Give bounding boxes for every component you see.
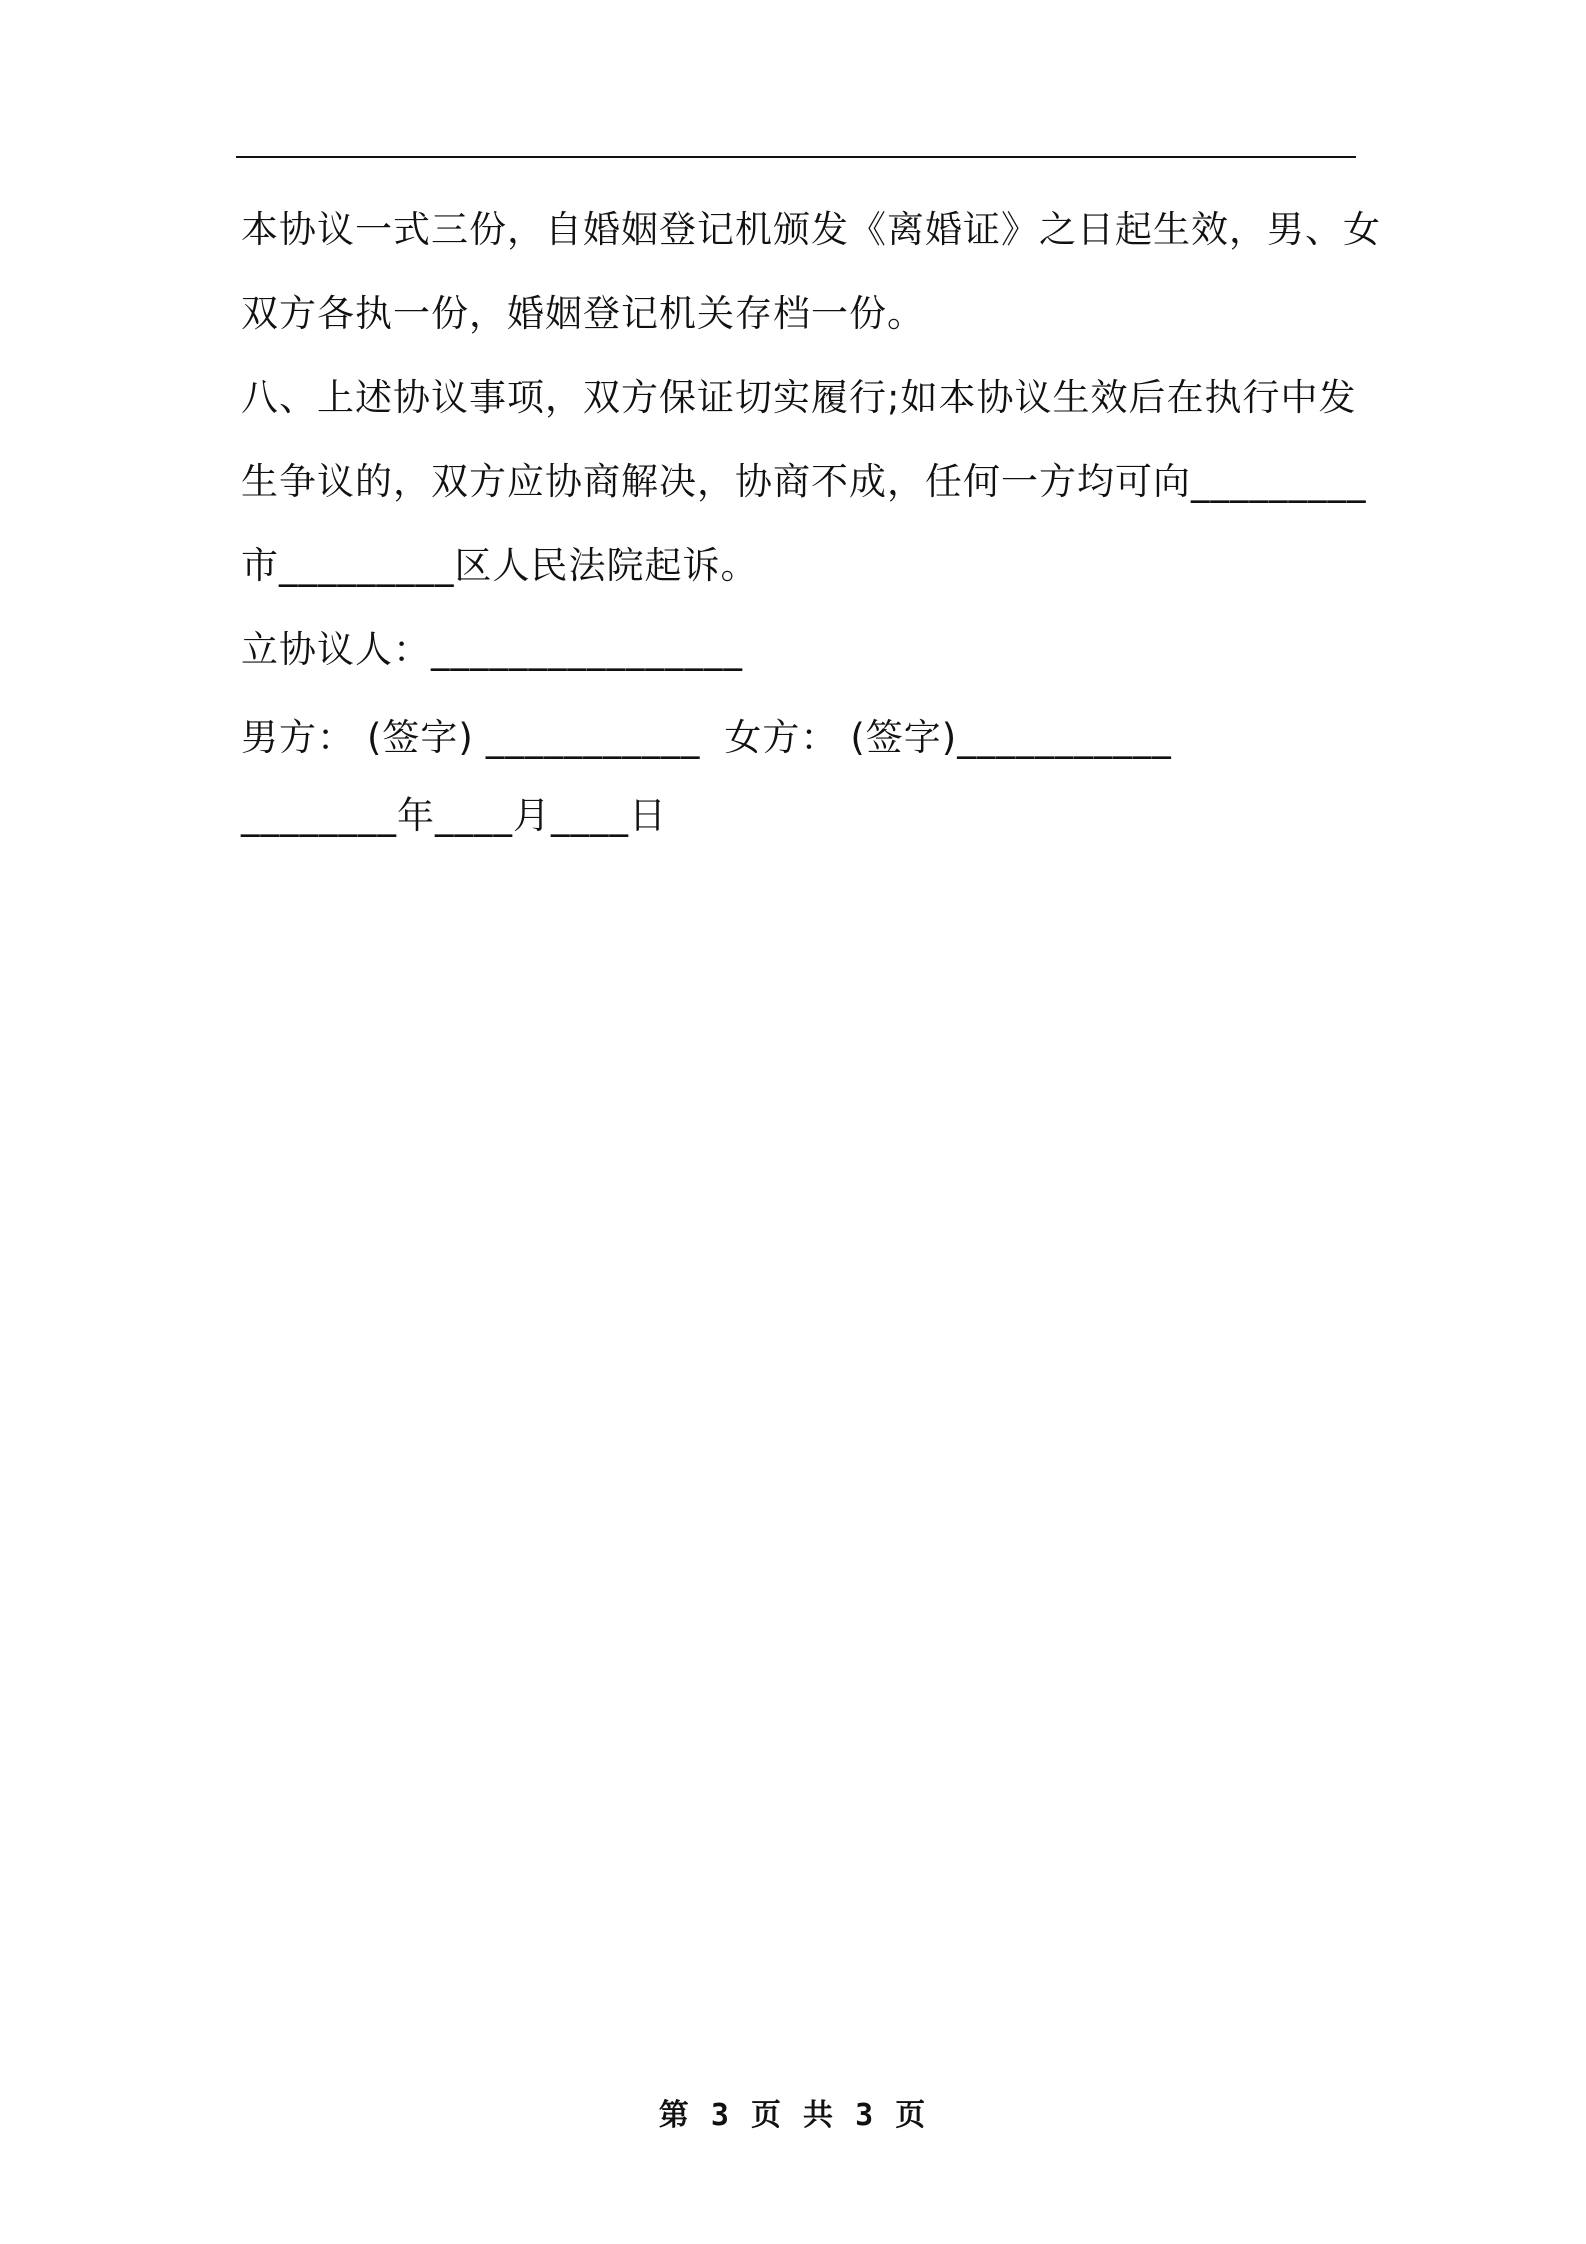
paragraph-line: 八、上述协议事项，双方保证切实履行;如本协议生效后在执行中发 (241, 376, 1357, 419)
signature-line (241, 696, 1172, 780)
male-signature-blank: ___________ (485, 716, 701, 759)
month-label: 月 (513, 794, 551, 837)
paragraph-line: 市_________区人民法院起诉。 (241, 544, 759, 587)
signatory-blank: ________________ (431, 628, 743, 671)
female-label: 女方： (724, 716, 839, 759)
paragraph-dispute-clause (241, 356, 1367, 608)
day-blank: ____ (551, 794, 629, 837)
female-sign-hint: (签字) (850, 716, 958, 759)
paragraph-line: 生争议的，双方应协商解决，协商不成，任何一方均可向_________ (241, 460, 1367, 503)
paragraph-line: 本协议一式三份，自婚姻登记机颁发《离婚证》之日起生效，男、女 (241, 208, 1381, 251)
signatory-label: 立协议人： (241, 628, 431, 671)
paragraph-line: 双方各执一份，婚姻登记机关存档一份。 (241, 292, 925, 335)
year-blank: ________ (241, 794, 397, 837)
female-signature-blank: ___________ (957, 716, 1172, 759)
male-label: 男方： (241, 716, 355, 759)
day-label: 日 (629, 794, 667, 837)
page-number-footer: 第 3 页 共 3 页 (658, 2098, 928, 2133)
header-divider (236, 156, 1356, 158)
month-blank: ____ (435, 794, 513, 837)
date-line (241, 774, 667, 858)
year-label: 年 (397, 794, 435, 837)
signatory-line (241, 608, 743, 692)
male-sign-hint: (签字) (367, 716, 474, 759)
paragraph-effective-clause (241, 188, 1381, 356)
